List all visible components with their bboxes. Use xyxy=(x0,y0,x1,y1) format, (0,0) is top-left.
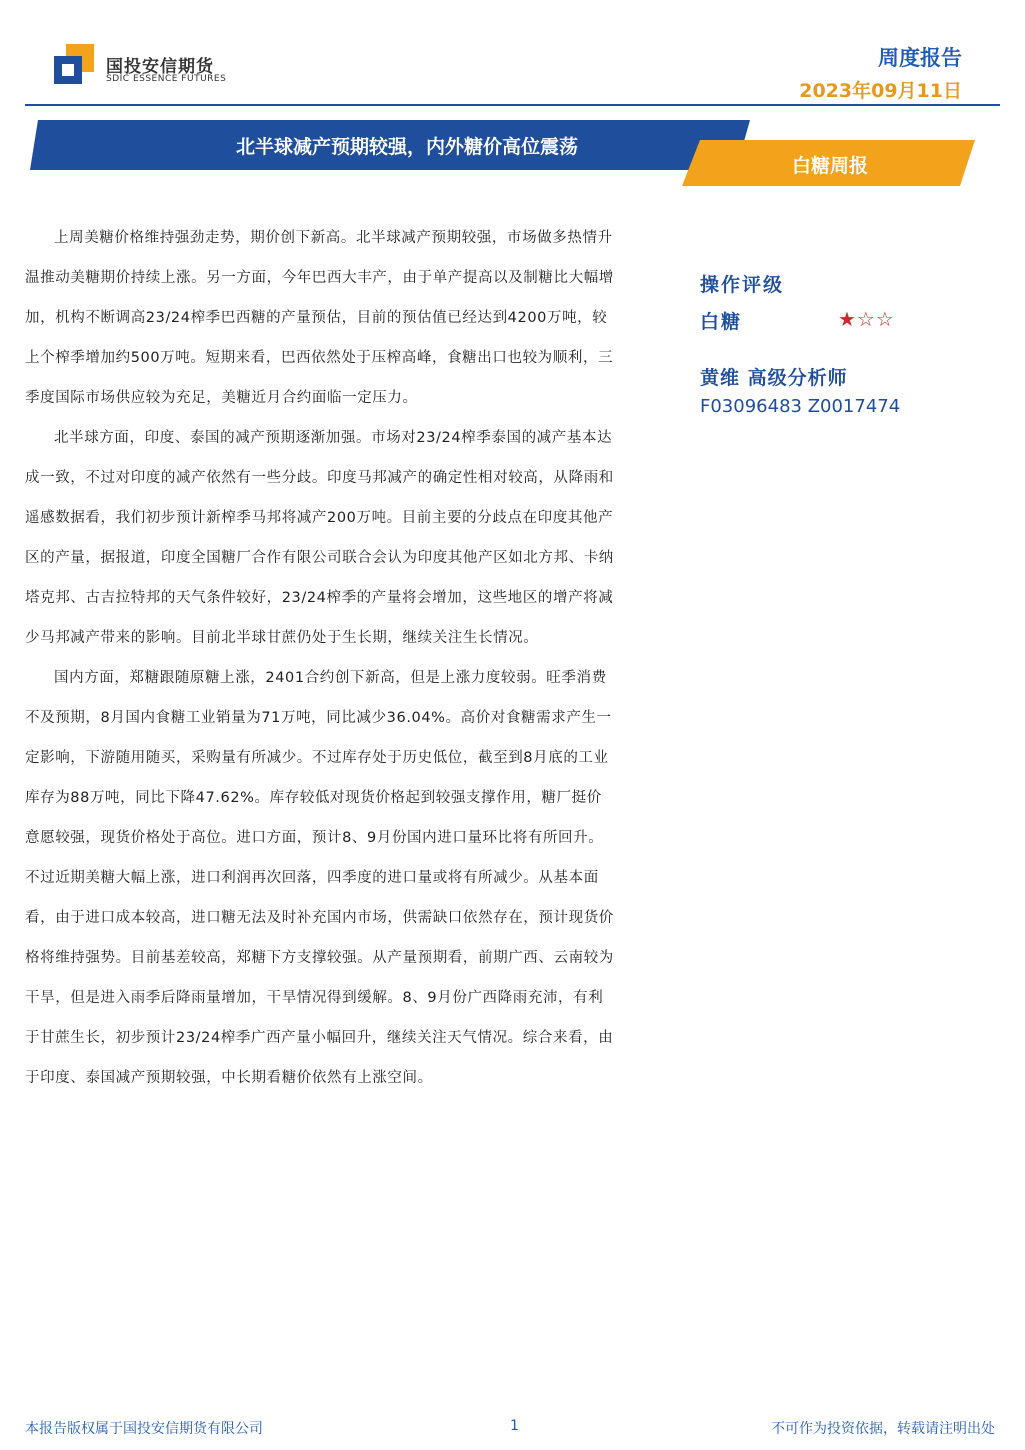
report-type: 周度报告 xyxy=(878,46,962,70)
header-divider xyxy=(25,104,1000,106)
report-title: 北半球减产预期较强，内外糖价高位震荡 xyxy=(235,136,578,158)
logo-mark-icon xyxy=(52,42,96,86)
page-number: 1 xyxy=(510,1418,519,1434)
report-date: 2023年09月11日 xyxy=(799,80,962,102)
rating-item: 白糖 xyxy=(700,311,743,333)
footer-copyright: 本报告版权属于国投安信期货有限公司 xyxy=(25,1421,263,1437)
analyst-license-codes: F03096483 Z0017474 xyxy=(700,396,901,417)
paragraph-1: 上周美糖价格维持强劲走势，期价创下新高。北半球减产预期较强，市场做多热情升温推动美糖期价持续上涨。另一方面，今年巴西大丰产，由于单产提高以及制糖比大幅增加，机构不断调高23/24榨季巴西糖的产量预估，目前的预估值已经达到4200万吨，较上个榨季增加约500万吨。短期来看，巴西依然处于压榨高峰，食糖出口也较为顺利，三季度国际市场供应较为充足，美糖近月合约面临一定压力。 xyxy=(25,230,614,406)
paragraph-3: 国内方面，郑糖跟随原糖上涨，2401合约创下新高，但是上涨力度较弱。旺季消费不及预期，8月国内食糖工业销量为71万吨，同比减少36.04%。高价对食糖需求产生一定影响，下游随用随买，采购量有所减少。不过库存处于历史低位，截至到8月底的工业库存为88万吨，同比下降47.62%。库存较低对现货价格起到较强支撑作用，糖厂挺价意愿较强，现货价格处于高位。进口方面，预计8、9月份国内进口量环比将有所回升。不过近期美糖大幅上涨，进口利润再次回落，四季度的进口量或将有所减少。从基本面看，由于进口成本较高，进口糖无法及时补充国内市场，供需缺口依然存在，预计现货价格将维持强势。目前基差较高，郑糖下方支撑较强。从产量预期看，前期广西、云南较为干旱，但是进入雨季后降雨量增加，干旱情况得到缓解。8、9月份广西降雨充沛，有利于甘蔗生长，初步预计23/24榨季广西产量小幅回升，继续关注天气情况。综合来看，由于印度、泰国减产预期较强，中长期看糖价依然有上涨空间。 xyxy=(25,670,614,1086)
title-banner xyxy=(30,118,980,190)
report-category: 白糖周报 xyxy=(791,155,868,177)
rating-stars-icon: ★☆☆ xyxy=(838,307,895,331)
logo-subtitle: SDIC ESSENCE FUTURES xyxy=(106,74,227,84)
sidebar-info xyxy=(700,270,940,417)
company-logo xyxy=(52,42,242,92)
rating-row xyxy=(700,307,940,335)
paragraph-2: 北半球方面，印度、泰国的减产预期逐渐加强。市场对23/24榨季泰国的减产基本达成一致，不过对印度的减产依然有一些分歧。印度马邦减产的确定性相对较高，从降雨和遥感数据看，我们初步预计新榨季马邦将减产200万吨。目前主要的分歧点在印度其他产区的产量，据报道，印度全国糖厂合作有限公司联合会认为印度其他产区如北方邦、卡纳塔克邦、古吉拉特邦的天气条件较好，23/24榨季的产量将会增加，这些地区的增产将减少马邦减产带来的影响。目前北半球甘蔗仍处于生长期，继续关注生长情况。 xyxy=(25,430,614,646)
analyst-name: 黄维 高级分析师 xyxy=(700,367,848,389)
logo-name: 国投安信期货 xyxy=(106,57,214,77)
report-body xyxy=(25,218,615,1098)
rating-label: 操作评级 xyxy=(700,274,785,296)
footer-disclaimer: 不可作为投资依据，转载请注明出处 xyxy=(771,1421,995,1437)
